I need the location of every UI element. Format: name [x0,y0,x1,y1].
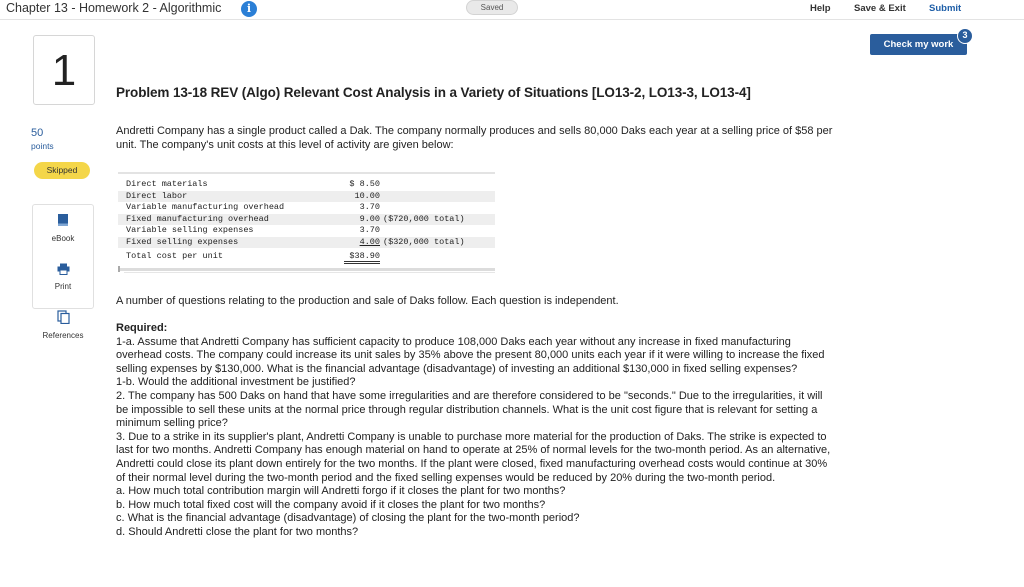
cost-amount: $38.90 [344,251,380,264]
table-row [118,179,495,191]
table-top-rule [118,172,495,174]
required-section [116,322,832,540]
cost-label: Fixed manufacturing overhead [126,213,269,224]
help-link[interactable]: Help [810,3,831,14]
questions-intro: A number of questions relating to the production and sale of Daks follow. Each question is independent. [116,295,619,307]
problem-title: Problem 13-18 REV (Algo) Relevant Cost Analysis in a Variety of Situations [LO13-2, LO13-3, LO13-4] [116,85,751,100]
check-my-work-button[interactable]: Check my work [870,34,967,55]
points-label: points [31,141,54,151]
question-3c: c. What is the financial advantage (disadvantage) of closing the plant for the two-month period? [116,512,580,525]
cost-note: ($720,000 total) [383,213,465,224]
status-badge: Skipped [34,162,90,179]
print-label: Print [54,282,72,291]
submit-link[interactable]: Submit [929,3,962,14]
question-3b: b. How much total fixed cost will the company avoid if it closes the plant for two months? [116,498,546,511]
required-heading: Required: [116,322,168,334]
cost-label: Variable selling expenses [126,225,254,235]
table-row [118,225,495,237]
documents-icon [57,310,70,324]
cost-amount: 9.00 [359,213,380,224]
print-button[interactable] [33,262,93,291]
question-3a: a. How much total contribution margin will Andretti forgo if it closes the plant for two months? [116,485,566,498]
cost-label: Direct labor [126,190,188,201]
question-1a: 1-a. Assume that Andretti Company has sufficient capacity to produce 108,000 Daks each year without any increase in fixed manufacturing overhead costs. The company could increase its unit sales by 35% above the present 80,000 units each year if it were willing to increase the fixed selling expenses by $130,000. What is the financial advantage (disadvantage) of investing an additional $130,000 in fixed selling expenses? [116,335,825,375]
cost-amount: $ 8.50 [349,179,380,189]
saved-status: Saved [466,0,518,15]
cost-amount: 3.70 [359,225,380,235]
cost-amount: 10.00 [354,190,380,201]
cost-label: Variable manufacturing overhead [126,202,285,212]
check-attempts-badge: 3 [957,28,973,44]
cost-label: Direct materials [126,179,208,189]
table-bottom-rule [118,268,495,271]
unit-cost-table [118,172,495,276]
cost-amount: 3.70 [359,202,380,212]
problem-intro: Andretti Company has a single product called a Dak. The company normally produces and sells 80,000 Daks each year at a selling price of $58 per unit. The company's unit costs at this level of activity are given below: [116,125,833,151]
book-icon [57,213,69,227]
table-row [118,214,495,226]
references-button[interactable] [33,310,93,340]
table-row-total [118,251,495,264]
cost-note: ($320,000 total) [383,236,465,247]
info-icon[interactable]: i [241,1,257,17]
assignment-title: Chapter 13 - Homework 2 - Algorithmic [6,1,222,15]
table-bottom-rule-secondary [124,272,495,273]
question-1b: 1-b. Would the additional investment be justified? [116,376,356,389]
points-value: 50 [31,127,44,139]
question-3: 3. Due to a strike in its supplier's plant, Andretti Company is unable to purchase more material for the production of Daks. The strike is expected to last for two months. Andretti Company has enough material on hand to operate at 25% of normal levels for the two-month period. As an alternative, Andretti could close its plant down entirely for the two months. If the plant were closed, fixed manufacturing overhead costs would continue at 30% of their normal level during the two-month period and the fixed selling expenses would be reduced by 20% during the two-month period. [116,430,831,484]
printer-icon [57,263,70,275]
cost-label: Fixed selling expenses [126,236,239,247]
references-label: References [42,331,84,340]
cost-amount: 4.00 [359,236,380,247]
table-row [118,237,495,249]
cost-label: Total cost per unit [126,251,223,261]
ebook-button[interactable] [33,213,93,243]
save-exit-link[interactable]: Save & Exit [854,3,906,14]
ebook-label: eBook [51,234,75,243]
question-2: 2. The company has 500 Daks on hand that have some irregularities and are therefore considered to be "seconds." Due to the irregularities, it will be impossible to sell these units at the normal price through regular distribution channels. What is the unit cost figure that is relevant for setting a minimum selling price? [116,389,823,430]
top-bar [0,0,1024,20]
question-3d: d. Should Andretti close the plant for two months? [116,525,359,538]
table-row [118,202,495,214]
table-row [118,191,495,203]
question-number: 1 [33,35,95,105]
